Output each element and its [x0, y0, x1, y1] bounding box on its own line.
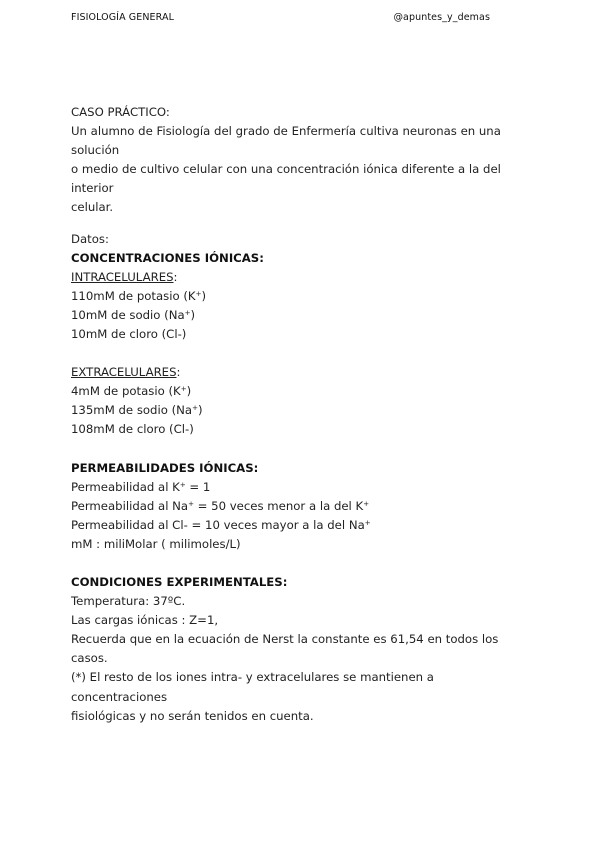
- case-title: CASO PRÁCTICO:: [71, 105, 170, 119]
- conditions-note-line-2: fisiológicas y no serán tenidos en cuenta.: [71, 708, 314, 723]
- case-intro-line-1: Un alumno de Fisiología del grado de Enfermería cultiva neuronas en una solución: [71, 124, 501, 158]
- extracellular-heading-line: [71, 363, 531, 382]
- intracellular-heading: INTRACELULARES: [71, 269, 174, 284]
- conditions-heading: CONDICIONES EXPERIMENTALES:: [71, 574, 288, 589]
- intracellular-sodium: [71, 306, 531, 325]
- charge-sup: +: [195, 289, 202, 298]
- header-course-title: FISIOLOGÍA GENERAL: [71, 12, 174, 23]
- spacer: [71, 554, 531, 573]
- close-paren: ): [186, 384, 192, 399]
- extracellular-heading: EXTRACELULARES: [71, 365, 177, 380]
- concentrations-heading: CONCENTRACIONES IÓNICAS:: [71, 250, 264, 265]
- permeability-heading: PERMEABILIDADES IÓNICAS:: [71, 460, 259, 475]
- charge-sup: +: [188, 499, 194, 508]
- conditions-note-line-1: (*) El resto de los iones intra- y extracelulares se mantienen a concentraciones: [71, 670, 434, 704]
- charge-sup: +: [363, 499, 370, 508]
- spacer: [71, 218, 531, 230]
- charge-sup: +: [364, 518, 371, 527]
- data-label: Datos:: [71, 231, 109, 246]
- permeability-k-text: Permeabilidad al K: [71, 479, 180, 494]
- permeability-na-text: Permeabilidad al Na: [71, 498, 189, 513]
- permeability-cl-text: Permeabilidad al Cl- = 10 veces mayor a la del Na: [71, 517, 365, 532]
- permeability-k: [71, 478, 531, 497]
- sodium-text: 10mM de sodio (Na: [71, 307, 185, 322]
- charge-sup: +: [184, 308, 191, 317]
- charge-sup: +: [180, 385, 187, 394]
- charge-sup: +: [192, 404, 198, 413]
- permeability-k-value: = 1: [185, 479, 211, 494]
- extracellular-sodium: [71, 401, 531, 420]
- intracellular-heading-line: [71, 268, 531, 287]
- extracellular-potassium: [71, 382, 531, 401]
- conditions-temperature: Temperatura: 37ºC.: [71, 594, 186, 609]
- conditions-nernst: Recuerda que en la ecuación de Nerst la constante es 61,54 en todos los casos.: [71, 632, 499, 666]
- document-body: [71, 103, 531, 726]
- permeability-na: [71, 497, 531, 516]
- close-paren: ): [190, 307, 196, 322]
- close-paren: ): [197, 403, 203, 418]
- conditions-charges: Las cargas iónicas : Z=1,: [71, 613, 219, 628]
- extracellular-chlorine: 108mM de cloro (Cl-): [71, 422, 194, 437]
- case-intro-line-2: o medio de cultivo celular con una concentración iónica diferente a la del interior: [71, 162, 501, 196]
- spacer: [71, 440, 531, 459]
- page-header: [71, 12, 490, 23]
- units-note: mM : miliMolar ( milimoles/L): [71, 536, 241, 551]
- charge-sup: +: [179, 480, 186, 489]
- potassium-text: 4mM de potasio (K: [71, 384, 181, 399]
- spacer: [71, 344, 531, 363]
- colon: :: [173, 269, 178, 284]
- intracellular-potassium: [71, 287, 531, 306]
- colon: :: [176, 365, 181, 380]
- potassium-text: 110mM de potasio (K: [71, 288, 196, 303]
- case-intro-line-3: celular.: [71, 200, 114, 215]
- close-paren: ): [201, 288, 206, 303]
- intracellular-chlorine: 10mM de cloro (Cl-): [71, 327, 187, 342]
- permeability-cl: [71, 516, 531, 535]
- header-author-handle: @apuntes_y_demas: [393, 12, 490, 23]
- sodium-text: 135mM de sodio (Na: [71, 403, 193, 418]
- permeability-na-value: = 50 veces menor a la del K: [193, 498, 364, 513]
